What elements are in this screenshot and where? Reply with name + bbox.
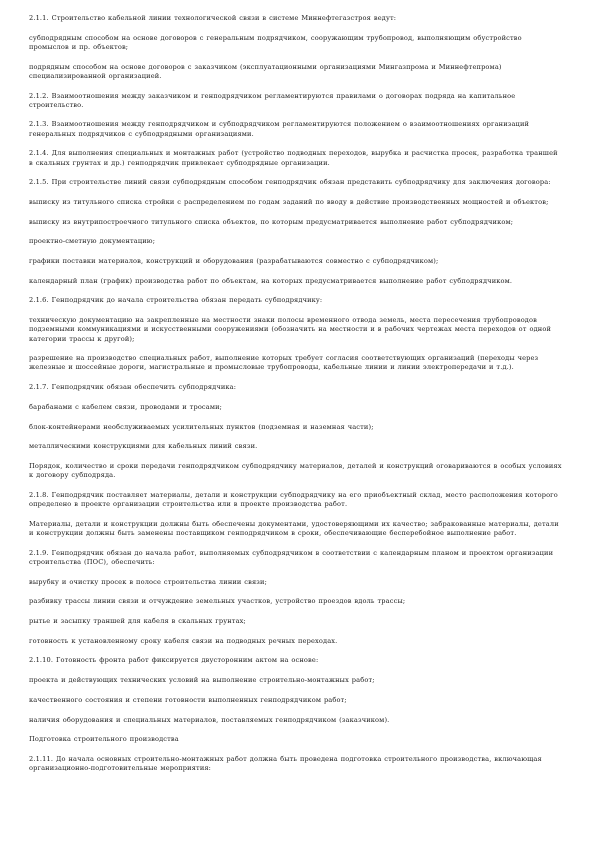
paragraph: 2.1.9. Генподрядчик обязан до начала работ, выполняемых субподрядчиком в соответствии с календарным планом и проектом организации строительства (ПОС), обеспечить: (29, 548, 554, 566)
paragraph: подрядным способом на основе договоров с заказчиком (эксплуатационными организациями Мингазпрома и Миннефтепрома) специализированной организацией. (29, 62, 502, 80)
paragraph: 2.1.6. Генподрядчик до начала строительства обязан передать субподрядчику: (29, 296, 323, 305)
paragraph: наличия оборудования и специальных материалов, поставляемых генподрядчиком (заказчиком). (29, 715, 390, 724)
paragraph: субподрядным способом на основе договоров с генеральным подрядчиком, сооружающим трубопровод, выполняющим обустройство промыслов и пр. объектов; (29, 33, 522, 51)
paragraph: графики поставки материалов, конструкций и оборудования (разрабатываются совместно с субподрядчиком); (29, 257, 439, 266)
paragraph: готовность к установленному сроку кабеля связи на подводных речных переходах. (29, 636, 338, 645)
paragraph: проектно-сметную документацию; (29, 237, 156, 246)
paragraph: календарный план (график) производства работ по объектам, на которых предусматривается выполнение работ субподрядчиком. (29, 276, 513, 285)
paragraph: разрешение на производство специальных работ, выполнение которых требует согласия соответствующих организаций (переходы через железные и шоссейные дороги, магистральные и промысловые трубопроводы, кабельные линии и линии электропередачи и т.д.). (29, 354, 539, 372)
paragraph: 2.1.7. Генподрядчик обязан обеспечить субподрядчика: (29, 383, 237, 392)
paragraph: Материалы, детали и конструкции должны быть обеспечены документами, удостоверяющими их качество; забракованные материалы, детали и конструкции должны быть заменены поставщиком генподрядчиком в сроки, обеспечивающие бесперебойное выполнение работ. (29, 519, 559, 537)
paragraph: 2.1.4. Для выполнения специальных и монтажных работ (устройство подводных переходов, вырубка и расчистка просек, разработка траншей в скальных грунтах и др.) генподрядчик привлекает субподрядные организации. (29, 149, 558, 167)
paragraph: 2.1.5. При строительстве линий связи субподрядным способом генподрядчик обязан представить субподрядчику для заключения договора: (29, 178, 551, 187)
paragraph: металлическими конструкциями для кабельных линий связи. (29, 442, 258, 451)
paragraph: проекта и действующих технических условий на выполнение строительно-монтажных работ; (29, 676, 375, 685)
paragraph: 2.1.10. Готовность фронта работ фиксируется двусторонним актом на основе: (29, 656, 319, 665)
paragraph: вырубку и очистку просек в полосе строительства линии связи; (29, 577, 267, 586)
paragraph: 2.1.2. Взаимоотношения между заказчиком и генподрядчиком регламентируются правилами о договорах подряда на капитальное строительство. (29, 91, 516, 109)
paragraph: выписку из внутрипостроечного титульного списка объектов, по которым предусматривается выполнение работ субподрядчиком; (29, 217, 514, 226)
paragraph: Порядок, количество и сроки передачи генподрядчиком субподрядчику материалов, деталей и конструкций оговариваются в особых условиях к договору субподряда. (29, 461, 562, 480)
section-heading: Подготовка строительного производства (29, 735, 179, 744)
paragraph: барабанами с кабелем связи, проводами и тросами; (29, 402, 223, 411)
paragraph: рытье и засыпку траншей для кабеля в скальных грунтах; (29, 617, 246, 626)
paragraph: 2.1.11. До начала основных строительно-монтажных работ должна быть проведена подготовка строительного производства, включающая организационно-подготовительные мероприятия: (29, 754, 542, 773)
paragraph: разбивку трассы линии связи и отчуждение земельных участков, устройство проездов вдоль трассы; (29, 597, 406, 606)
paragraph: 2.1.8. Генподрядчик поставляет материалы, детали и конструкции субподрядчику на его приобъектный склад, место расположения которого определено в проекте организации строительства или в проекте производства работ. (29, 490, 558, 509)
paragraph: блок-контейнерами необслуживаемых усилительных пунктов (подземная и наземная части); (29, 422, 374, 431)
paragraph: качественного состояния и степени готовности выполненных генподрядчиком работ; (29, 695, 347, 704)
document-body (29, 14, 564, 784)
paragraph: техническую документацию на закрепленные на местности знаки полосы временного отвода земель, места пересечения трубопроводов подземными коммуникациями и искусственными сооружениями (обозначить на местности и в рабочих чертежах места переходов от одной категории трассы к другой); (29, 316, 551, 343)
paragraph: выписку из титульного списка стройки с распределением по годам заданий по вводу в действие производственных мощностей и объектов; (29, 197, 549, 206)
paragraph: 2.1.1. Строительство кабельной линии технологической связи в системе Миннефтегазстроя ведут: (29, 14, 397, 22)
paragraph: 2.1.3. Взаимоотношения между генподрядчиком и субподрядчиком регламентируются положением о взаимоотношениях организаций генеральных подрядчиков с субподрядными организациями. (29, 120, 530, 138)
